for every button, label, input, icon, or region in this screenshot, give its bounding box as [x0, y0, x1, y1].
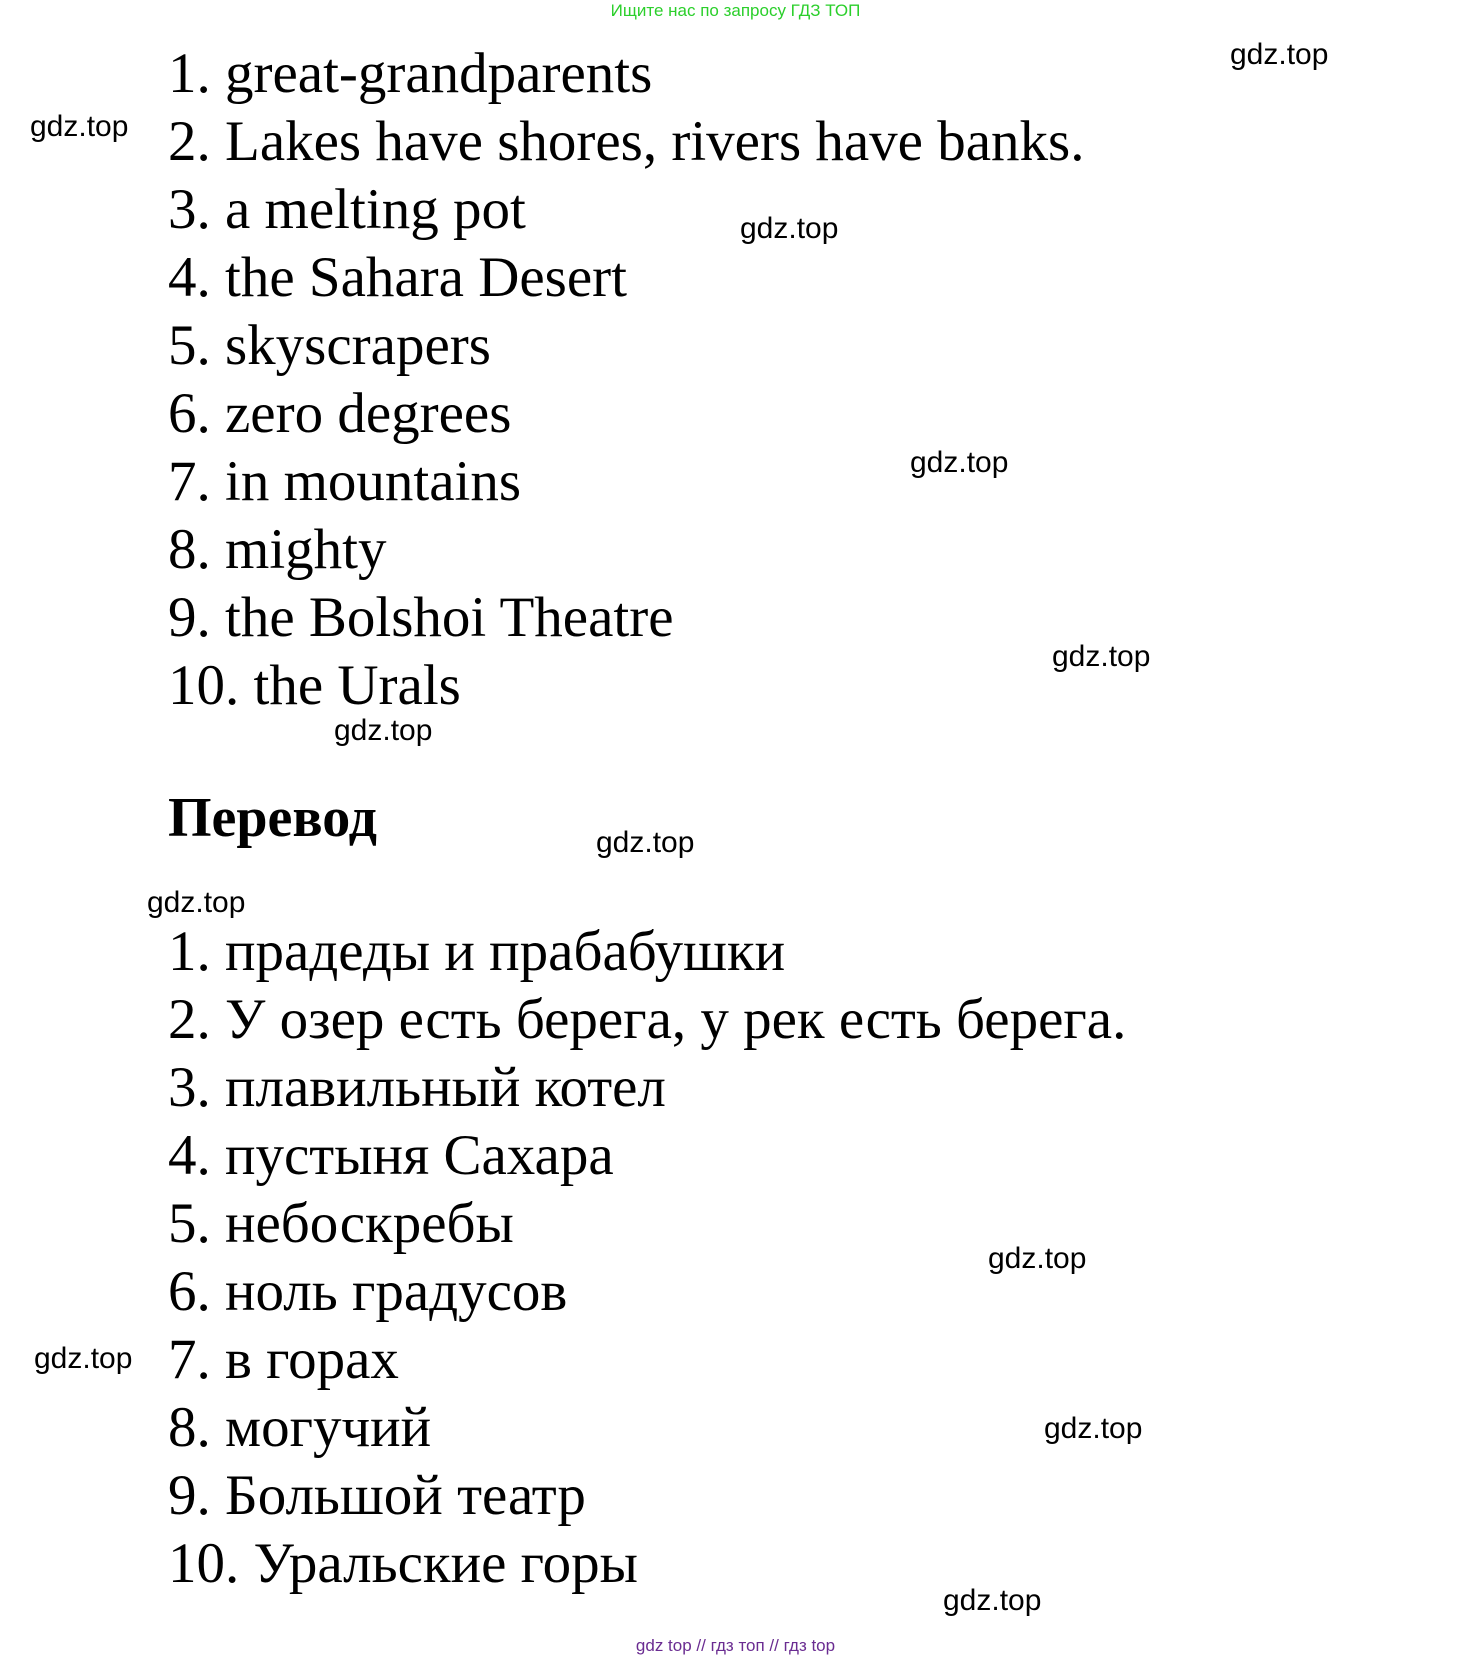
watermark: gdz.top	[910, 446, 1009, 479]
watermark: gdz.top	[740, 212, 839, 245]
answer-item: 10. the Urals	[168, 654, 461, 717]
translation-item: 3. плавильный котел	[168, 1056, 666, 1119]
answer-item: 4. the Sahara Desert	[168, 246, 627, 309]
translation-item: 5. небоскребы	[168, 1192, 514, 1255]
answer-item: 5. skyscrapers	[168, 314, 491, 377]
translation-item: 1. прадеды и прабабушки	[168, 920, 786, 983]
watermark: gdz.top	[943, 1584, 1042, 1617]
watermark: gdz.top	[1044, 1412, 1143, 1445]
translation-item: 6. ноль градусов	[168, 1260, 568, 1323]
answer-item: 1. great-grandparents	[168, 42, 653, 105]
answer-item: 9. the Bolshoi Theatre	[168, 586, 674, 649]
translation-item: 9. Большой театр	[168, 1464, 586, 1527]
answer-item: 7. in mountains	[168, 450, 522, 513]
translation-item: 7. в горах	[168, 1328, 399, 1391]
answer-item: 6. zero degrees	[168, 382, 512, 445]
answers-list-english	[168, 40, 1084, 720]
answer-item: 8. mighty	[168, 518, 387, 581]
watermark: gdz.top	[1052, 640, 1151, 673]
answers-list-russian	[168, 918, 1126, 1598]
translation-item: 4. пустыня Сахара	[168, 1124, 614, 1187]
watermark: gdz.top	[334, 714, 433, 747]
watermark: gdz.top	[30, 110, 129, 143]
watermark: gdz.top	[988, 1242, 1087, 1275]
watermark: gdz.top	[34, 1342, 133, 1375]
watermark: gdz.top	[1230, 38, 1329, 71]
watermark: gdz.top	[596, 826, 695, 859]
answer-item: 2. Lakes have shores, rivers have banks.	[168, 110, 1085, 173]
answer-item: 3. a melting pot	[168, 178, 526, 241]
footer-text: gdz top // гдз топ // гдз top	[635, 1636, 836, 1655]
translation-item: 2. У озер есть берега, у рек есть берега.	[168, 988, 1127, 1051]
translation-item: 8. могучий	[168, 1396, 432, 1459]
top-banner: Ищите нас по запросу ГДЗ ТОП	[610, 1, 861, 20]
watermark: gdz.top	[147, 886, 246, 919]
translation-item: 10. Уральские горы	[168, 1532, 638, 1595]
translation-heading: Перевод	[168, 787, 377, 849]
